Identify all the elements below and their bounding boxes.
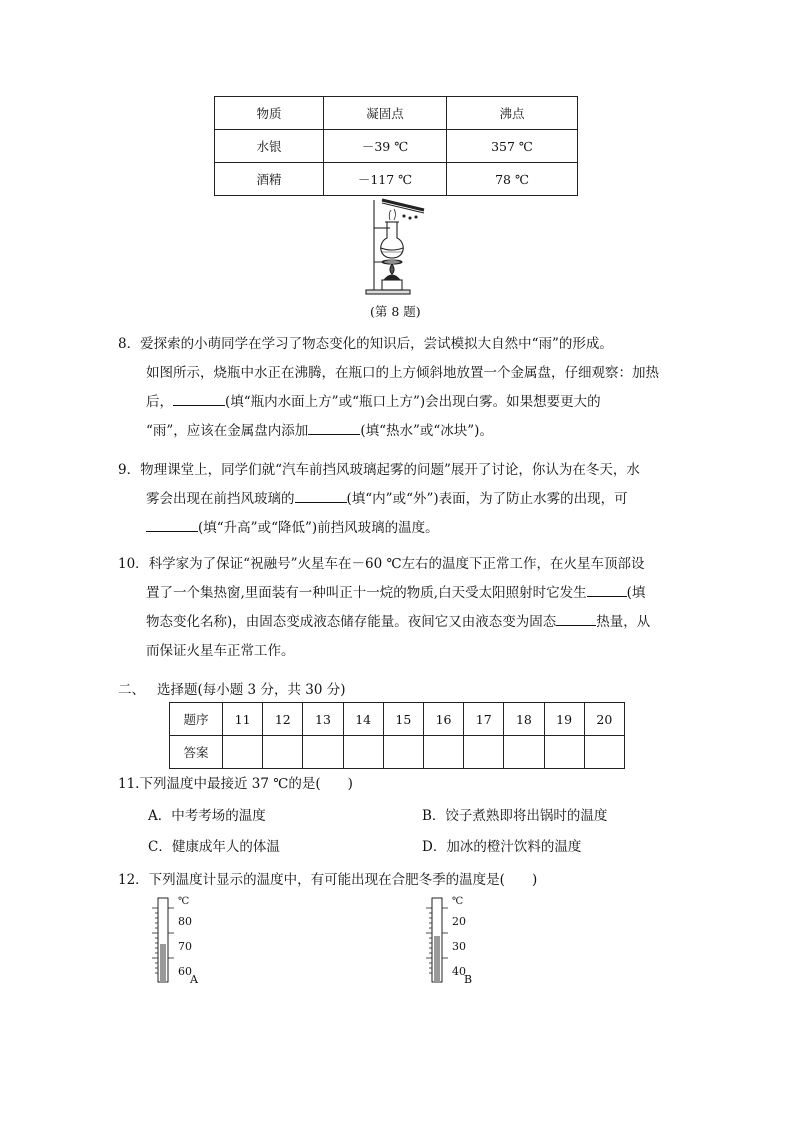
- table-cell: 18: [504, 703, 544, 736]
- answer-table-answer-row: [170, 736, 625, 769]
- thermometer-b-tick-label: 30: [452, 940, 466, 953]
- thermometer-a-tick-label: 60: [178, 965, 192, 978]
- table-header-cell: 凝固点: [324, 97, 447, 130]
- answer-cell[interactable]: [544, 736, 584, 769]
- question-8-line3: 后， (填“瓶内水面上方”或“瓶口上方”)会出现白雾。如果想要更大的: [118, 388, 678, 417]
- table-cell: －39 ℃: [324, 130, 447, 163]
- table-cell: 357 ℃: [447, 130, 578, 163]
- question-8: [118, 330, 678, 446]
- table-cell: 水银: [215, 130, 324, 163]
- table-cell: 16: [423, 703, 463, 736]
- question-10: [118, 550, 688, 666]
- question-10-line1: 10．科学家为了保证“祝融号”火星车在－60 ℃左右的温度下正常工作，在火星车顶部设: [118, 556, 645, 572]
- answer-cell[interactable]: [464, 736, 504, 769]
- figure-caption: (第 8 题): [370, 304, 421, 319]
- question-9-line2: 雾会出现在前挡风玻璃的 (填“内”或“外”)表面，为了防止水雾的出现，可: [118, 485, 688, 514]
- question-11-stem: 11.下列温度中最接近 37 ℃的是( ): [118, 776, 353, 792]
- table-cell: 12: [263, 703, 303, 736]
- question-10-line4: 而保证火星车正常工作。: [146, 643, 295, 659]
- thermometer-a-icon: [152, 896, 178, 984]
- table-header-cell: 物质: [215, 97, 324, 130]
- question-8-line1: 8．爱探索的小萌同学在学习了物态变化的知识后，尝试模拟大自然中“雨”的形成。: [118, 336, 613, 352]
- thermometer-b-icon: [426, 896, 452, 984]
- thermometer-a[interactable]: [152, 896, 212, 988]
- answer-cell[interactable]: [303, 736, 343, 769]
- table-cell: 13: [303, 703, 343, 736]
- table-cell: 酒精: [215, 163, 324, 196]
- answer-cell[interactable]: [263, 736, 303, 769]
- thermometer-b-tick-label: 40: [452, 965, 466, 978]
- question-9-line3: (填“升高”或“降低”)前挡风玻璃的温度。: [118, 514, 688, 543]
- answer-table-number-row: [170, 703, 625, 736]
- answer-blank[interactable]: [295, 488, 347, 503]
- answer-blank[interactable]: [173, 391, 225, 406]
- answer-cell[interactable]: [504, 736, 544, 769]
- table-cell: 11: [223, 703, 263, 736]
- answer-cell[interactable]: [423, 736, 463, 769]
- thermometer-a-label: A: [190, 973, 198, 986]
- answer-cell[interactable]: [343, 736, 383, 769]
- table-header-row: [215, 97, 578, 130]
- thermometer-b-label: B: [464, 973, 473, 986]
- answer-blank[interactable]: [556, 611, 596, 626]
- option-d[interactable]: D．加冰的橙汁饮料的温度: [422, 839, 582, 855]
- thermometer-a-tick-label: 70: [178, 940, 192, 953]
- table-cell: 20: [584, 703, 624, 736]
- answer-cell[interactable]: [584, 736, 624, 769]
- thermometer-b-unit: ℃: [452, 896, 464, 907]
- table-header-cell: 题序: [170, 703, 223, 736]
- question-9: [118, 456, 688, 543]
- question-8-line4: “雨”，应该在金属盘内添加 (填“热水”或“冰块”)。: [118, 417, 678, 446]
- question-10-line2: 置了一个集热窗,里面装有一种叫正十一烷的物质,白天受太阳照射时它发生 (填: [118, 579, 688, 608]
- answer-table: [169, 702, 625, 769]
- answer-blank[interactable]: [146, 517, 198, 532]
- table-cell: 19: [544, 703, 584, 736]
- table-cell: 17: [464, 703, 504, 736]
- thermometer-b-tick-label: 20: [452, 915, 466, 928]
- answer-cell[interactable]: [223, 736, 263, 769]
- question-9-line1: 9．物理课堂上，同学们就“汽车前挡风玻璃起雾的问题”展开了讨论，你认为在冬天，水: [118, 462, 640, 478]
- thermometer-b[interactable]: [426, 896, 486, 988]
- table-cell: 78 ℃: [447, 163, 578, 196]
- table-cell: －117 ℃: [324, 163, 447, 196]
- answer-cell[interactable]: [383, 736, 423, 769]
- table-cell: 15: [383, 703, 423, 736]
- option-b[interactable]: B．饺子煮熟即将出锅时的温度: [422, 808, 608, 824]
- table-row: [215, 130, 578, 163]
- flask-apparatus-figure: [360, 196, 430, 298]
- section-heading: 二、 选择题(每小题 3 分，共 30 分): [118, 682, 346, 698]
- question-8-line2: 如图所示，烧瓶中水正在沸腾，在瓶口的上方倾斜地放置一个金属盘，仔细观察：加热: [146, 365, 659, 381]
- table-cell: 14: [343, 703, 383, 736]
- table-header-cell: 沸点: [447, 97, 578, 130]
- thermometer-a-unit: ℃: [178, 896, 190, 907]
- table-row: [215, 163, 578, 196]
- thermometer-a-tick-label: 80: [178, 915, 192, 928]
- option-c[interactable]: C．健康成年人的体温: [148, 839, 280, 855]
- question-12-stem: 12．下列温度计显示的温度中，有可能出现在合肥冬季的温度是( ): [118, 872, 538, 888]
- option-a[interactable]: A．中考考场的温度: [148, 808, 266, 824]
- answer-blank[interactable]: [587, 582, 627, 597]
- table-header-cell: 答案: [170, 736, 223, 769]
- substance-table: [214, 96, 578, 196]
- answer-blank[interactable]: [308, 420, 360, 435]
- question-10-line3: 物态变化名称)，由固态变成液态储存能量。夜间它又由液态变为固态 热量，从: [118, 608, 688, 637]
